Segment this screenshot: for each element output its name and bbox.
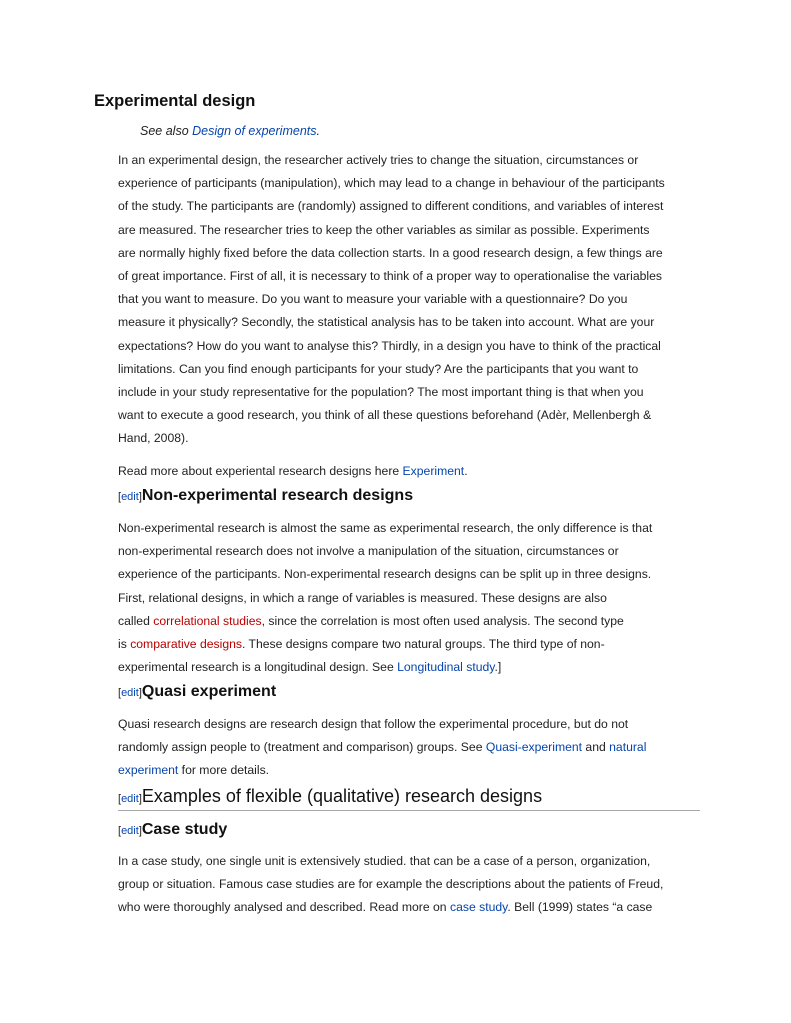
paragraph-line: group or situation. Famous case studies are for example the descriptions about the patients of Freud, — [118, 877, 664, 892]
edit-section-link[interactable]: edit — [121, 825, 139, 837]
paragraph-line: experiment for more details. — [118, 763, 270, 778]
paragraph-line: is comparative designs. These designs compare two natural groups. The third type of non- — [118, 636, 605, 651]
see-also-suffix: . — [316, 124, 320, 138]
quasi-experiment-link[interactable]: Quasi-experiment — [485, 740, 583, 755]
paragraph-line: First, relational designs, in which a range of variables is measured. These designs are also — [118, 590, 607, 605]
see-also-prefix: See also — [140, 124, 193, 138]
section-divider — [118, 810, 700, 811]
section-title: Case study — [141, 821, 228, 838]
paragraph-line: called correlational studies, since the correlation is most often used analysis. The second type — [118, 613, 624, 628]
section-heading-flexible — [118, 786, 542, 807]
page-title: Experimental design — [94, 92, 256, 110]
section-title: Examples of flexible (qualitative) research designs — [141, 786, 543, 806]
read-more-prefix: Read more about experiental research designs here — [118, 464, 403, 478]
read-more-paragraph — [118, 460, 708, 483]
comparative-designs-link[interactable]: comparative designs — [130, 636, 242, 651]
paragraph-line: are normally highly fixed before the data collection starts. In a good research design, a few things are — [118, 245, 663, 260]
paragraph-line: Non-experimental research is almost the same as experimental research, the only difference is that — [118, 521, 653, 535]
paragraph-line: Quasi research designs are research design that follow the experimental procedure, but do not — [118, 717, 629, 731]
experiment-link[interactable]: Experiment — [402, 464, 465, 478]
natural-experiment-link-continued[interactable]: experiment — [118, 763, 179, 778]
paragraph-line: In an experimental design, the researcher actively tries to change the situation, circumstances or — [118, 153, 639, 167]
paragraph-line: limitations. Can you find enough participants for your study? Are the participants that you want to — [118, 361, 639, 376]
section-heading-case-study — [118, 821, 227, 839]
edit-section-link-wrapper: [edit] — [118, 825, 142, 837]
paragraph-line: Hand, 2008). — [118, 431, 189, 446]
nonexperimental-paragraph — [118, 517, 708, 679]
edit-section-link-wrapper: [edit] — [118, 793, 142, 805]
paragraph-line: expectations? How do you want to analyse this? Thirdly, in a design you have to think of the practical — [118, 338, 661, 353]
case-study-paragraph — [118, 850, 708, 920]
paragraph-line: who were thoroughly analysed and described. Read more on case study. Bell (1999) states “a case — [118, 900, 653, 915]
edit-section-link-wrapper: [edit] — [118, 491, 142, 503]
experimental-design-paragraph — [118, 149, 708, 450]
section-title: Quasi experiment — [141, 683, 277, 700]
quasi-paragraph — [118, 713, 708, 783]
case-study-link[interactable]: case study — [449, 900, 508, 915]
see-also-note — [140, 124, 320, 138]
section-title: Non-experimental research designs — [141, 487, 414, 504]
paragraph-line: non-experimental research does not involve a manipulation of the situation, circumstances or — [118, 544, 619, 559]
edit-section-link-wrapper: [edit] — [118, 687, 142, 699]
paragraph-line: include in your study representative for the population? The most important thing is that when you — [118, 384, 644, 399]
design-of-experiments-link[interactable]: Design of experiments — [192, 124, 317, 138]
read-more-suffix: . — [464, 464, 468, 478]
longitudinal-study-link[interactable]: Longitudinal study — [397, 660, 495, 675]
section-heading-quasi — [118, 683, 276, 701]
natural-experiment-link[interactable]: natural — [609, 740, 647, 755]
paragraph-line: experience of participants (manipulation), which may lead to a change in behaviour of the participants — [118, 176, 665, 191]
edit-section-link[interactable]: edit — [121, 491, 139, 503]
edit-section-link[interactable]: edit — [121, 793, 139, 805]
paragraph-line: that you want to measure. Do you want to measure your variable with a questionnaire? Do you — [118, 292, 628, 307]
paragraph-line: are measured. The researcher tries to keep the other variables as similar as possible. Experiments — [118, 222, 650, 237]
correlational-studies-link[interactable]: correlational studies — [153, 613, 262, 628]
paragraph-line: In a case study, one single unit is extensively studied. that can be a case of a person, organization, — [118, 854, 651, 868]
read-more-line — [118, 460, 708, 483]
paragraph-line: measure it physically? Secondly, the statistical analysis has to be taken into account. What are your — [118, 315, 655, 330]
edit-section-link[interactable]: edit — [121, 687, 139, 699]
section-heading-nonexperimental — [118, 487, 413, 505]
paragraph-line: randomly assign people to (treatment and comparison) groups. See Quasi-experiment and natural — [118, 740, 647, 755]
paragraph-line: experimental research is a longitudinal design. See Longitudinal study.] — [118, 660, 502, 675]
paragraph-line: want to execute a good research, you think of all these questions beforehand (Adèr, Mellenbergh & — [118, 408, 652, 423]
paragraph-line: experience of the participants. Non-experimental research designs can be split up in three designs. — [118, 567, 652, 582]
paragraph-line: of great importance. First of all, it is necessary to think of a proper way to operationalise the variables — [118, 268, 662, 283]
paragraph-line: of the study. The participants are (randomly) assigned to different conditions, and variables of interest — [118, 199, 664, 214]
